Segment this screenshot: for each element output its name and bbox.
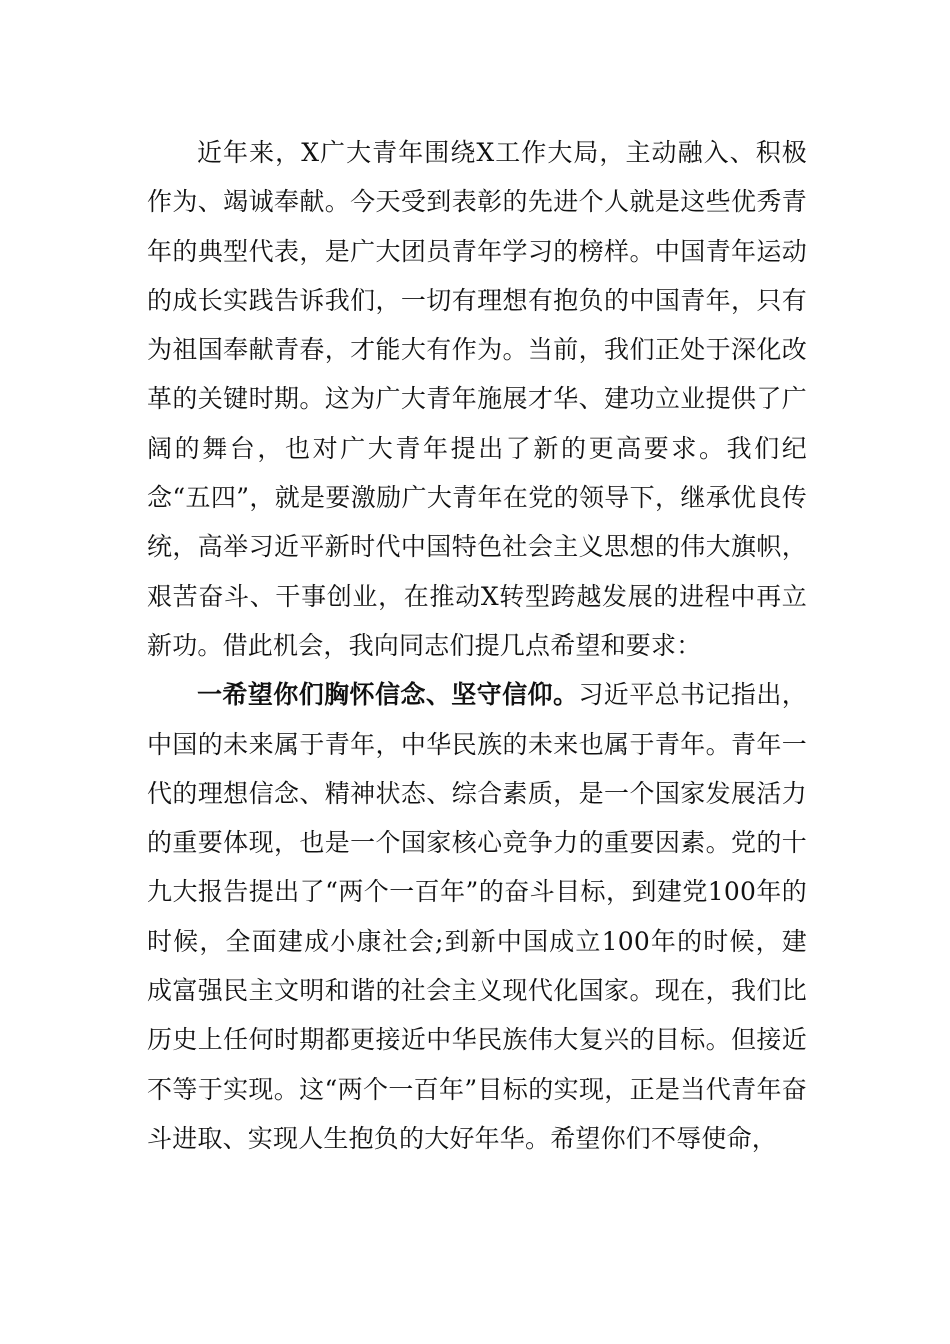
paragraph-text: 习近平总书记指出，中国的未来属于青年，中华民族的未来也属于青年。青年一代的理想信念、精神状态、综合素质，是一个国家发展活力的重要体现，也是一个国家核心竞争力的重要因素。党的十九大报告提出了“两个一百年”的奋斗目标，到建党100年的时候，全面建成小康社会;到新中国成立100年的时候，建成富强民主文明和谐的社会主义现代化国家。现在，我们比历史上任何时期都更接近中华民族伟大复兴的目标。但接近不等于实现。这“两个一百年”目标的实现，正是当代青年奋斗进取、实现人生抱负的大好年华。希望你们不辱使命， — [147, 680, 807, 1153]
paragraph-intro — [147, 128, 807, 670]
body-text — [147, 128, 807, 1163]
paragraph-hope-one — [147, 670, 807, 1163]
paragraph-text: 近年来，X广大青年围绕X工作大局，主动融入、积极作为、竭诚奉献。今天受到表彰的先进个人就是这些优秀青年的典型代表，是广大团员青年学习的榜样。中国青年运动的成长实践告诉我们，一切有理想有抱负的中国青年，只有为祖国奉献青春，才能大有作为。当前，我们正处于深化改革的关键时期。这为广大青年施展才华、建功立业提供了广阔的舞台，也对广大青年提出了新的更高要求。我们纪念“五四”，就是要激励广大青年在党的领导下，继承优良传统，高举习近平新时代中国特色社会主义思想的伟大旗帜，艰苦奋斗、干事创业，在推动X转型跨越发展的进程中再立新功。借此机会，我向同志们提几点希望和要求： — [147, 138, 807, 660]
paragraph-lead: 一希望你们胸怀信念、坚守信仰。 — [197, 680, 579, 710]
